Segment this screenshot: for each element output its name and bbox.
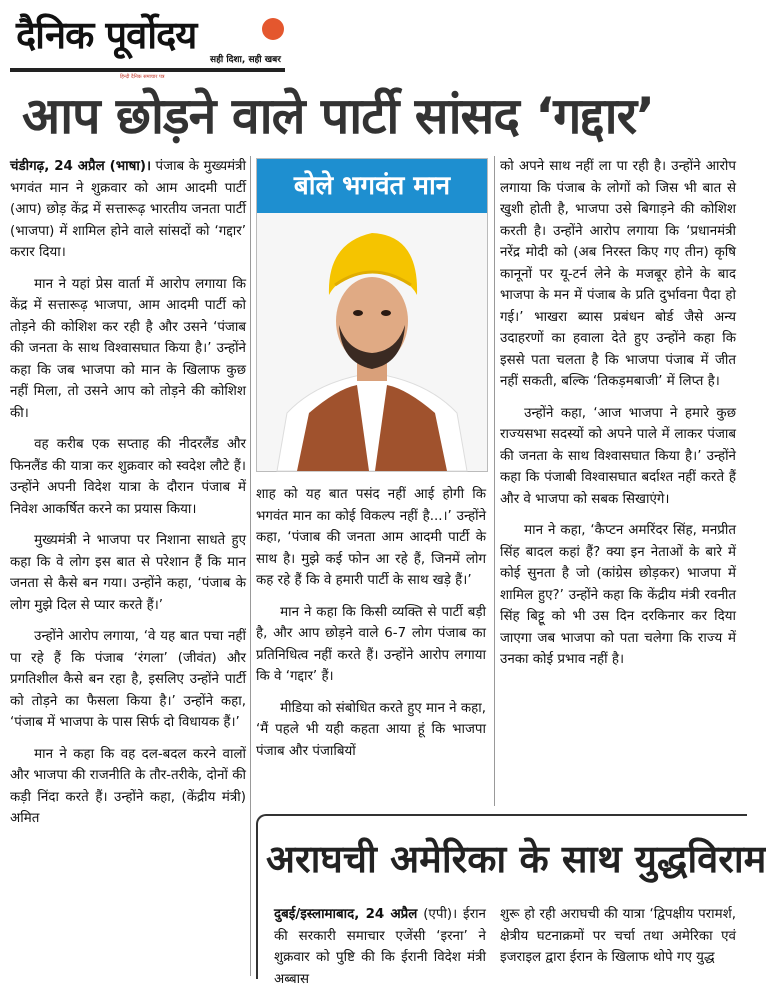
article-paragraph: मान ने कहा कि किसी व्यक्ति से पार्टी बड़ी है, और आप छोड़ने वाले 6-7 लोग पंजाब का प्रतिनिधित्व नहीं करते हैं। उन्होंने आरोप लगाया कि वे ‘गद्दार’ हैं। [256, 604, 486, 684]
article-paragraph: शाह को यह बात पसंद नहीं आई होगी कि भगवंत मान का कोई विकल्प नहीं है...।’ उन्होंने कहा, ‘पंजाब की जनता आम आदमी पार्टी के साथ है। मुझे कई फोन आ रहे हैं, जिनमें लोग कह रहे हैं कि वे हमारी पार्टी के साथ खड़े हैं।’ [256, 487, 486, 588]
article-paragraph: को अपने साथ नहीं ला पा रही है। उन्होंने आरोप लगाया कि पंजाब के लोगों को जिस भी बात से खुशी होती है, भाजपा उसे बिगाड़ने की कोशिश करती है। उन्होंने आरोप लगाया कि ‘प्रधानमंत्री नरेंद्र मोदी को (अब निरस्त किए गए तीन) कृषि कानूनों पर यू-टर्न लेने के मजबूर होने के बाद भाजपा के मन में पंजाब के प्रति दुर्भावना पैदा हो गई।’ भाखरा ब्यास प्रबंधन बोर्ड जैसे अन्य उदाहरणों का हवाला देते हुए उन्होंने कहा कि इससे पता चलता है कि भाजपा पंजाब में जीत नहीं सकती, बल्कि ‘तिकड़मबाजी’ में लिप्त है। [500, 159, 736, 389]
paragraph-text: पंजाब के मुख्यमंत्री भगवंत मान ने शुक्रवार को आम आदमी पार्टी (आप) छोड़ केंद्र में सत्तारूढ़ भारतीय जनता पार्टी (भाजपा) में शामिल होने वाले सांसदों को ‘गद्दार’ करार दिया। [10, 159, 246, 260]
sun-logo-icon [262, 18, 284, 40]
article-paragraph: वह करीब एक सप्ताह की नीदरलैंड और फिनलैंड की यात्रा कर शुक्रवार को स्वदेश लौटे हैं। उन्होंने अपनी विदेश यात्रा के दौरान पंजाब में निवेश आकर्षित करने का प्रयास किया। [10, 437, 246, 517]
article-paragraph: मान ने कहा, ‘कैप्टन अमरिंदर सिंह, मनप्रीत सिंह बादल कहां हैं? क्या इन नेताओं के बारे में कोई सुनता है जो (कांग्रेस छोड़कर) भाजपा में शामिल हुए?’ उन्होंने कहा कि केंद्रीय मंत्री रवनीत सिंह बिट्टू को भी उस दिन दरकिनार कर दिया जाएगा जब भाजपा को पता चलेगा कि राज्य में उनका कोई प्रभाव नहीं है। [500, 523, 736, 667]
photo-caption: बोले भगवंत मान [257, 159, 487, 213]
article-paragraph: उन्होंने कहा, ‘आज भाजपा ने हमारे कुछ राज्यसभा सदस्यों को अपने पाले में लाकर पंजाब की जनता के साथ विश्वासघात किया है।’ उन्होंने कहा कि पंजाबी विश्वासघात बर्दाश्त नहीं करते हैं और वे भाजपा को सबक सिखाएंगे। [500, 405, 736, 507]
article-paragraph: मुख्यमंत्री ने भाजपा पर निशाना साधते हुए कहा कि वे लोग इस बात से परेशान हैं कि मान जनता से कैसे बन गया। उन्होंने कहा, ‘पंजाब के लोग मुझे दिल से प्यार करते हैं।’ [10, 533, 246, 613]
second-article-column-2 [500, 904, 736, 977]
paragraph-text: (एपी)। ईरान की सरकारी समाचार एजेंसी ‘इरना’ ने शुक्रवार को पुष्टि की कि ईरानी विदेश मंत्री अब्बास [274, 907, 486, 987]
photo-bhagwant-mann [256, 158, 488, 472]
article-paragraph: मान ने कहा कि वह दल-बदल करने वालों और भाजपा की राजनीति के तौर-तरीके, दोनों की कड़ी निंदा करते हैं। उन्होंने कहा, (केंद्रीय मंत्री) अमित [10, 746, 246, 826]
masthead [10, 8, 285, 80]
article-paragraph: उन्होंने आरोप लगाया, ‘वे यह बात पचा नहीं पा रहे हैं कि पंजाब ‘रंगला’ (जीवंत) और प्रगतिशील कैसे बन रहा है, इसलिए उन्होंने पार्टी को तोड़ने का फैसला किया है।’ उन्होंने कहा, ‘पंजाब में भाजपा के पास सिर्फ दो विधायक हैं।’ [10, 629, 246, 730]
portrait-illustration [257, 213, 487, 471]
masthead-rule [10, 68, 285, 72]
article-paragraph [10, 156, 246, 264]
sub-tagline: हिन्दी दैनिक समाचार पत्र [120, 74, 165, 80]
article-column-3 [500, 156, 736, 808]
article-paragraph: शुरू हो रही अराघची की यात्रा ‘द्विपक्षीय परामर्श, क्षेत्रीय घटनाक्रमों पर चर्चा तथा अमेरिका एवं इजराइल द्वारा ईरान के खिलाफ थोपे गए युद्ध [500, 907, 736, 965]
second-article-headline: अराघची अमेरिका के साथ युद्धविराम [266, 837, 766, 881]
article-column-2 [256, 484, 486, 796]
dateline: चंडीगढ़, 24 अप्रैल (भाषा)। [10, 159, 152, 174]
newspaper-name: दैनिक पूर्वोदय [16, 13, 197, 57]
second-article-column-1 [274, 904, 486, 987]
column-divider [250, 156, 251, 976]
article-paragraph [274, 904, 486, 990]
dateline: दुबई/इस्लामाबाद, 24 अप्रैल [274, 907, 418, 922]
main-headline: आप छोड़ने वाले पार्टी सांसद ‘गद्दार’ [22, 87, 655, 145]
article-paragraph: मीडिया को संबोधित करते हुए मान ने कहा, ‘मैं पहले भी यही कहता आया हूं कि भाजपा पंजाब और पंजाबियों [256, 700, 486, 759]
article-paragraph: मान ने यहां प्रेस वार्ता में आरोप लगाया कि केंद्र में सत्तारूढ़ भाजपा, आम आदमी पार्टी को तोड़ने की कोशिश कर रही है और उसने ‘पंजाब की जनता के साथ विश्वासघात किया है।’ उन्होंने कहा कि जब भाजपा को मान के खिलाफ कुछ नहीं मिला, तो उसने आप को तोड़ने की कोशिश की। [10, 276, 246, 421]
article-column-1 [10, 156, 246, 976]
column-divider [494, 156, 495, 806]
tagline: सही दिशा, सही खबर [210, 55, 281, 65]
